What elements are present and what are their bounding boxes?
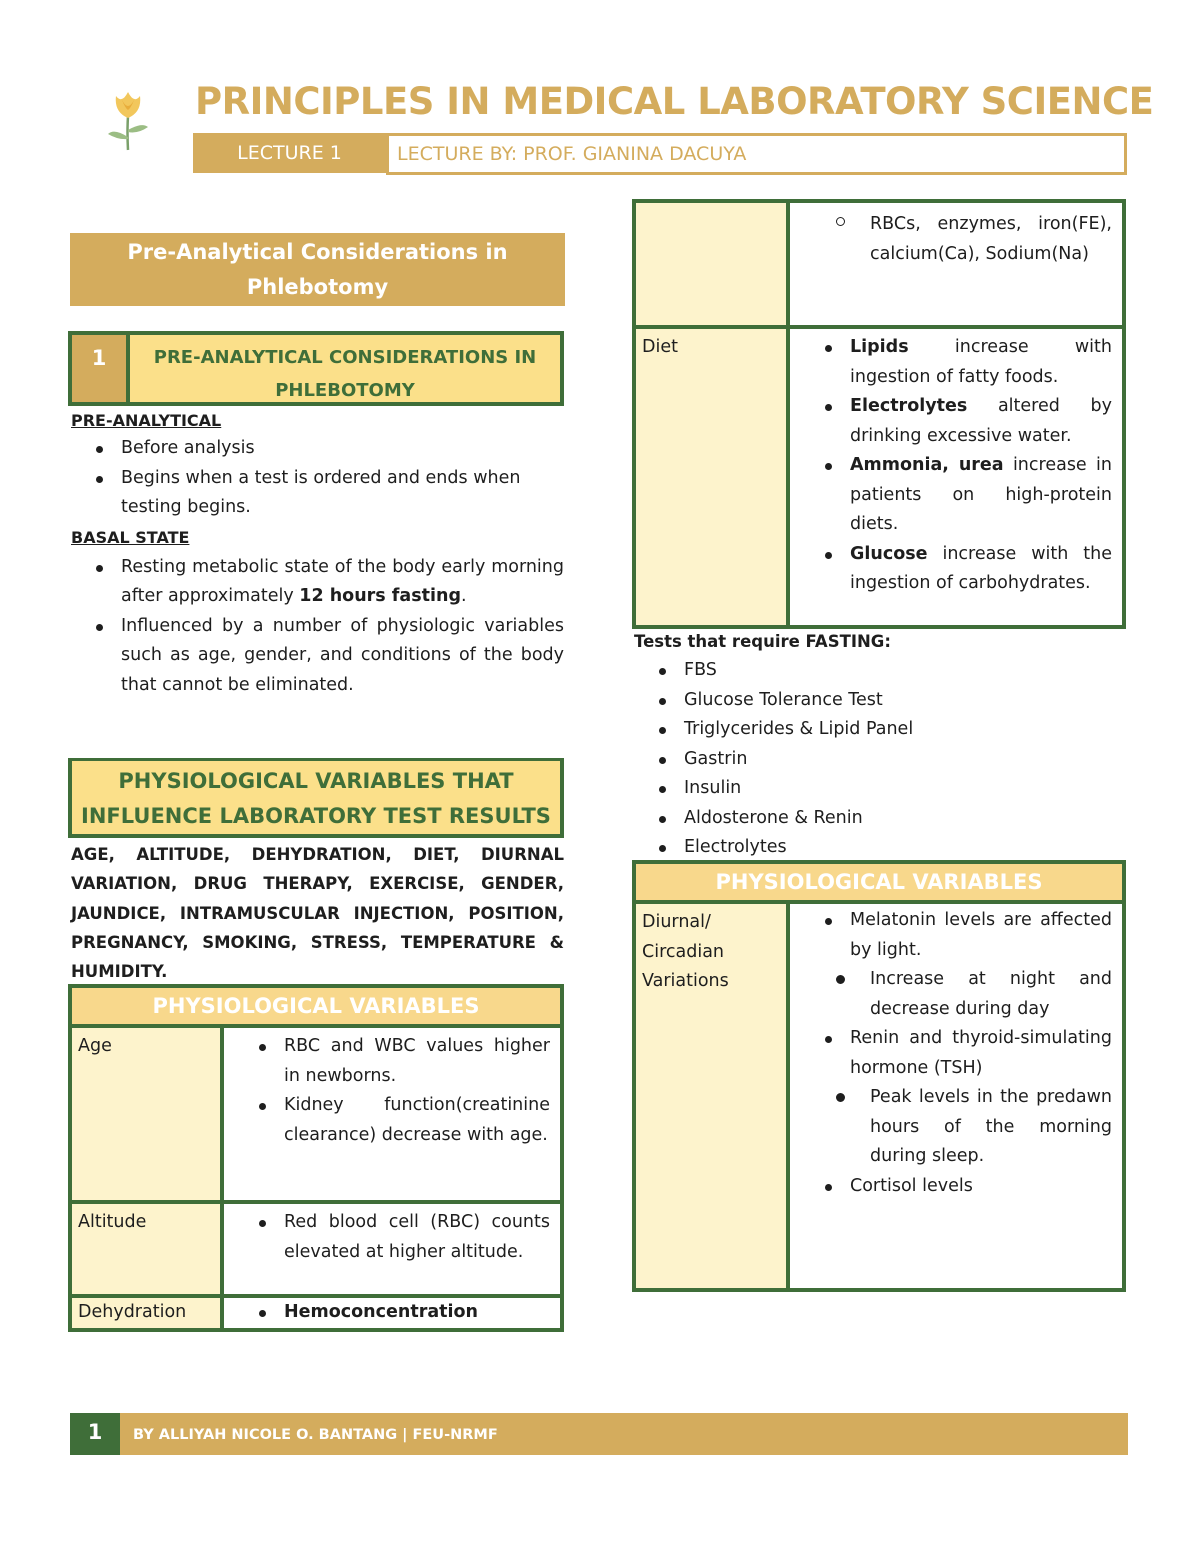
list-item: Resting metabolic state of the body early morning after approximately 12 hours fasting.	[71, 553, 564, 612]
row-label-empty	[634, 201, 788, 327]
topic-banner	[70, 233, 565, 306]
table-row	[70, 1202, 562, 1296]
table-row	[634, 902, 1124, 1290]
list-item: Kidney function(creatinine clearance) decrease with age.	[234, 1091, 550, 1150]
physiological-variables-table-2	[632, 199, 1126, 629]
preanalytical-heading: PRE-ANALYTICAL	[71, 411, 222, 430]
table-row	[70, 1296, 562, 1330]
fasting-block	[634, 627, 1124, 863]
row-label-age: Age	[70, 1026, 222, 1202]
list-item: Increase at night and decrease during day	[800, 965, 1112, 1024]
list-item: Red blood cell (RBC) counts elevated at higher altitude.	[234, 1208, 550, 1267]
list-item: Renin and thyroid-simulating hormone (TSH) Peak levels in the predawn hours of the morning during sleep.	[800, 1024, 1112, 1172]
physiological-variables-table-3	[632, 860, 1126, 1292]
list-item: RBC and WBC values higher in newborns.	[234, 1032, 550, 1091]
lecturer: LECTURE BY: PROF. GIANINA DACUYA	[386, 133, 1127, 175]
tulip-logo	[98, 82, 158, 154]
physiological-variables-heading: PHYSIOLOGICAL VARIABLES THAT INFLUENCE LABORATORY TEST RESULTS	[68, 758, 564, 838]
preanalytical-list	[71, 434, 564, 523]
list-item: Aldosterone & Renin	[634, 804, 1124, 834]
list-item: Electrolytes altered by drinking excessive water.	[800, 392, 1112, 451]
list-item: Triglycerides & Lipid Panel	[634, 715, 1124, 745]
physiological-variables-table-1	[68, 984, 564, 1332]
list-item: Influenced by a number of physiologic variables such as age, gender, and conditions of the body that cannot be eliminated.	[71, 612, 564, 701]
section-number: 1	[72, 335, 130, 402]
table-header: PHYSIOLOGICAL VARIABLES	[634, 862, 1124, 902]
row-label-dehydration: Dehydration	[70, 1296, 222, 1330]
preanalytical-block	[71, 408, 564, 700]
list-item: Hemoconcentration	[234, 1298, 550, 1328]
fasting-heading: Tests that require FASTING:	[634, 632, 891, 651]
topic-banner-line2: Phlebotomy	[246, 275, 389, 299]
section-title: PRE-ANALYTICAL CONSIDERATIONS IN PHLEBOTOMY	[153, 347, 537, 401]
list-item: Lipids increase with ingestion of fatty foods.	[800, 333, 1112, 392]
fasting-list	[634, 656, 1124, 863]
list-item: Electrolytes	[634, 833, 1124, 863]
list-item: Before analysis	[71, 434, 564, 464]
list-item: Glucose Tolerance Test	[634, 686, 1124, 716]
list-item: Begins when a test is ordered and ends when testing begins.	[71, 464, 564, 523]
list-item: Melatonin levels are affected by light. Increase at night and decrease during day	[800, 906, 1112, 1024]
list-item: Cortisol levels	[800, 1172, 1112, 1202]
basal-list	[71, 553, 564, 701]
list-item: Ammonia, urea increase in patients on high-protein diets.	[800, 451, 1112, 540]
lecture-number: LECTURE 1	[193, 133, 386, 173]
footer	[70, 1413, 1128, 1455]
table-header: PHYSIOLOGICAL VARIABLES	[70, 986, 562, 1026]
row-label-altitude: Altitude	[70, 1202, 222, 1296]
variables-list: AGE, ALTITUDE, DEHYDRATION, DIET, DIURNAL VARIATION, DRUG THERAPY, EXERCISE, GENDER, JAUNDICE, INTRAMUSCULAR INJECTION, POSITION, PREGNANCY, SMOKING, STRESS, TEMPERATURE & HUMIDITY.	[71, 845, 564, 982]
section-header	[68, 331, 564, 406]
list-item: Peak levels in the predawn hours of the morning during sleep.	[800, 1083, 1112, 1172]
basal-heading: BASAL STATE	[71, 527, 190, 547]
list-item: Insulin	[634, 774, 1124, 804]
row-label-diet: Diet	[634, 327, 788, 627]
list-item: Gastrin	[634, 745, 1124, 775]
list-item: FBS	[634, 656, 1124, 686]
page-number: 1	[70, 1413, 120, 1455]
topic-banner-line1: Pre-Analytical Considerations in	[127, 240, 508, 264]
list-item: Glucose increase with the ingestion of carbohydrates.	[800, 540, 1112, 599]
document-title: PRINCIPLES IN MEDICAL LABORATORY SCIENCE	[195, 80, 1154, 123]
list-item: RBCs, enzymes, iron(FE), calcium(Ca), Sodium(Na)	[800, 207, 1112, 269]
lecture-bar	[193, 133, 1119, 173]
table-row	[634, 327, 1124, 627]
table-row	[70, 1026, 562, 1202]
row-label-diurnal: Diurnal/ Circadian Variations	[634, 902, 788, 1290]
table-row	[634, 201, 1124, 327]
footer-author: BY ALLIYAH NICOLE O. BANTANG | FEU-NRMF	[133, 1427, 498, 1443]
